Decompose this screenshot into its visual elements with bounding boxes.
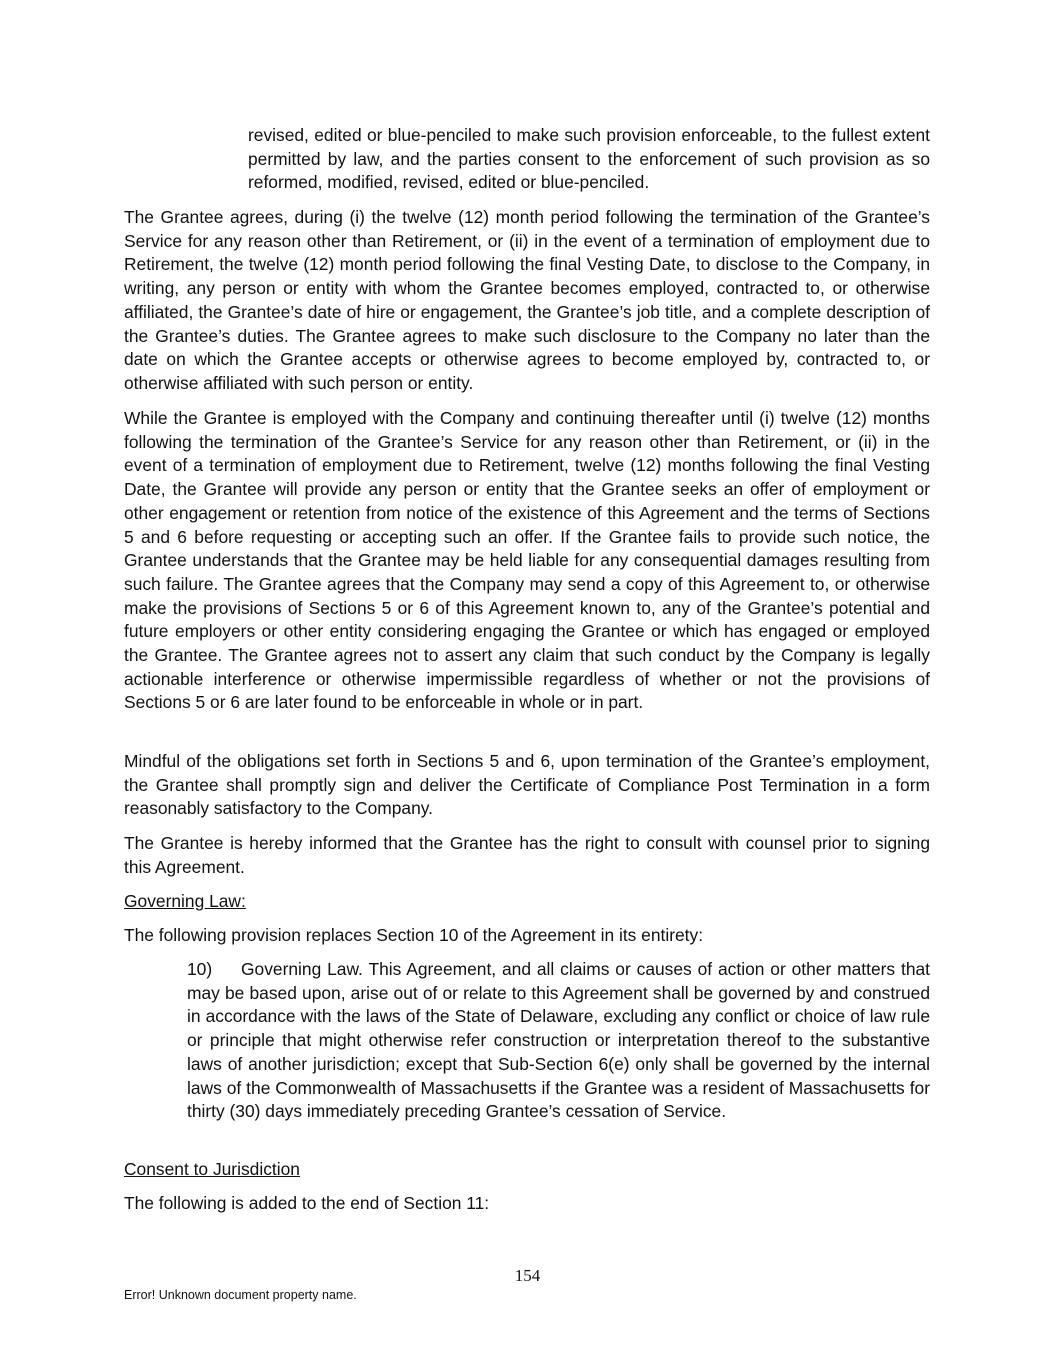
page-number: 154 bbox=[514, 1266, 541, 1285]
replaces-paragraph: The following provision replaces Section 10 of the Agreement in its entirety: bbox=[124, 925, 704, 945]
certificate-paragraph: Mindful of the obligations set forth in Sections 5 and 6, upon termination of the Grantee’s employment, the Grantee shall promptly sign and deliver the Certificate of Compliance Post Termination in a form reasonably satisfactory to the Company. bbox=[124, 751, 930, 819]
footer-note: Error! Unknown document property name. bbox=[124, 1288, 357, 1302]
counsel-paragraph: The Grantee is hereby informed that the Grantee has the right to consult with counsel prior to signing this Agreement. bbox=[124, 833, 930, 877]
added-paragraph: The following is added to the end of Section 11: bbox=[124, 1193, 490, 1213]
jurisdiction-heading: Consent to Jurisdiction bbox=[124, 1159, 300, 1179]
disclosure-paragraph: The Grantee agrees, during (i) the twelve (12) month period following the termination of the Grantee’s Service for any reason other than Retirement, or (ii) in the event of a termination of employment due to Retirement, the twelve (12) month period following the final Vesting Date, to disclose to the Company, in writing, any person or entity with whom the Grantee becomes employed, contracted to, or otherwise affiliated, the Grantee’s date of hire or engagement, the Grantee’s job title, and a complete description of the Grantee’s duties. The Grantee agrees to make such disclosure to the Company no later than the date on which the Grantee accepts or otherwise agrees to become employed by, contracted to, or otherwise affiliated with such person or entity. bbox=[124, 207, 930, 393]
clause-number: 10) bbox=[187, 959, 213, 979]
continuation-paragraph: revised, edited or blue-penciled to make such provision enforceable, to the fullest extent permitted by law, and the parties consent to the enforcement of such provision as so reformed, modified, revised, edited or blue-penciled. bbox=[248, 125, 930, 193]
governing-law-clause bbox=[187, 958, 930, 1124]
notice-paragraph: While the Grantee is employed with the Company and continuing thereafter until (i) twelve (12) months following the termination of the Grantee’s Service for any reason other than Retirement, or (ii) in the event of a termination of employment due to Retirement, twelve (12) months following the final Vesting Date, the Grantee will provide any person or entity that the Grantee seeks an offer of employment or other engagement or retention from notice of the existence of this Agreement and the terms of Sections 5 and 6 before requesting or accepting such an offer. If the Grantee fails to provide such notice, the Grantee understands that the Grantee may be held liable for any consequential damages resulting from such failure. The Grantee agrees that the Company may send a copy of this Agreement to, or otherwise make the provisions of Sections 5 or 6 of this Agreement known to, any of the Grantee’s potential and future employers or other entity considering engaging the Grantee or which has engaged or employed the Grantee. The Grantee agrees not to assert any claim that such conduct by the Company is legally actionable interference or otherwise impermissible regardless of whether or not the provisions of Sections 5 or 6 are later found to be enforceable in whole or in part. bbox=[124, 408, 930, 713]
clause-text: Governing Law. This Agreement, and all claims or causes of action or other matters that may be based upon, arise out of or relate to this Agreement shall be governed by and construed in accordance with the laws of the State of Delaware, excluding any conflict or choice of law rule or principle that might otherwise refer construction or interpretation thereof to the substantive laws of another jurisdiction; except that Sub-Section 6(e) only shall be governed by the internal laws of the Commonwealth of Massachusetts if the Grantee was a resident of Massachusetts for thirty (30) days immediately preceding Grantee’s cessation of Service. bbox=[187, 959, 930, 1122]
governing-law-heading: Governing Law: bbox=[124, 891, 246, 911]
